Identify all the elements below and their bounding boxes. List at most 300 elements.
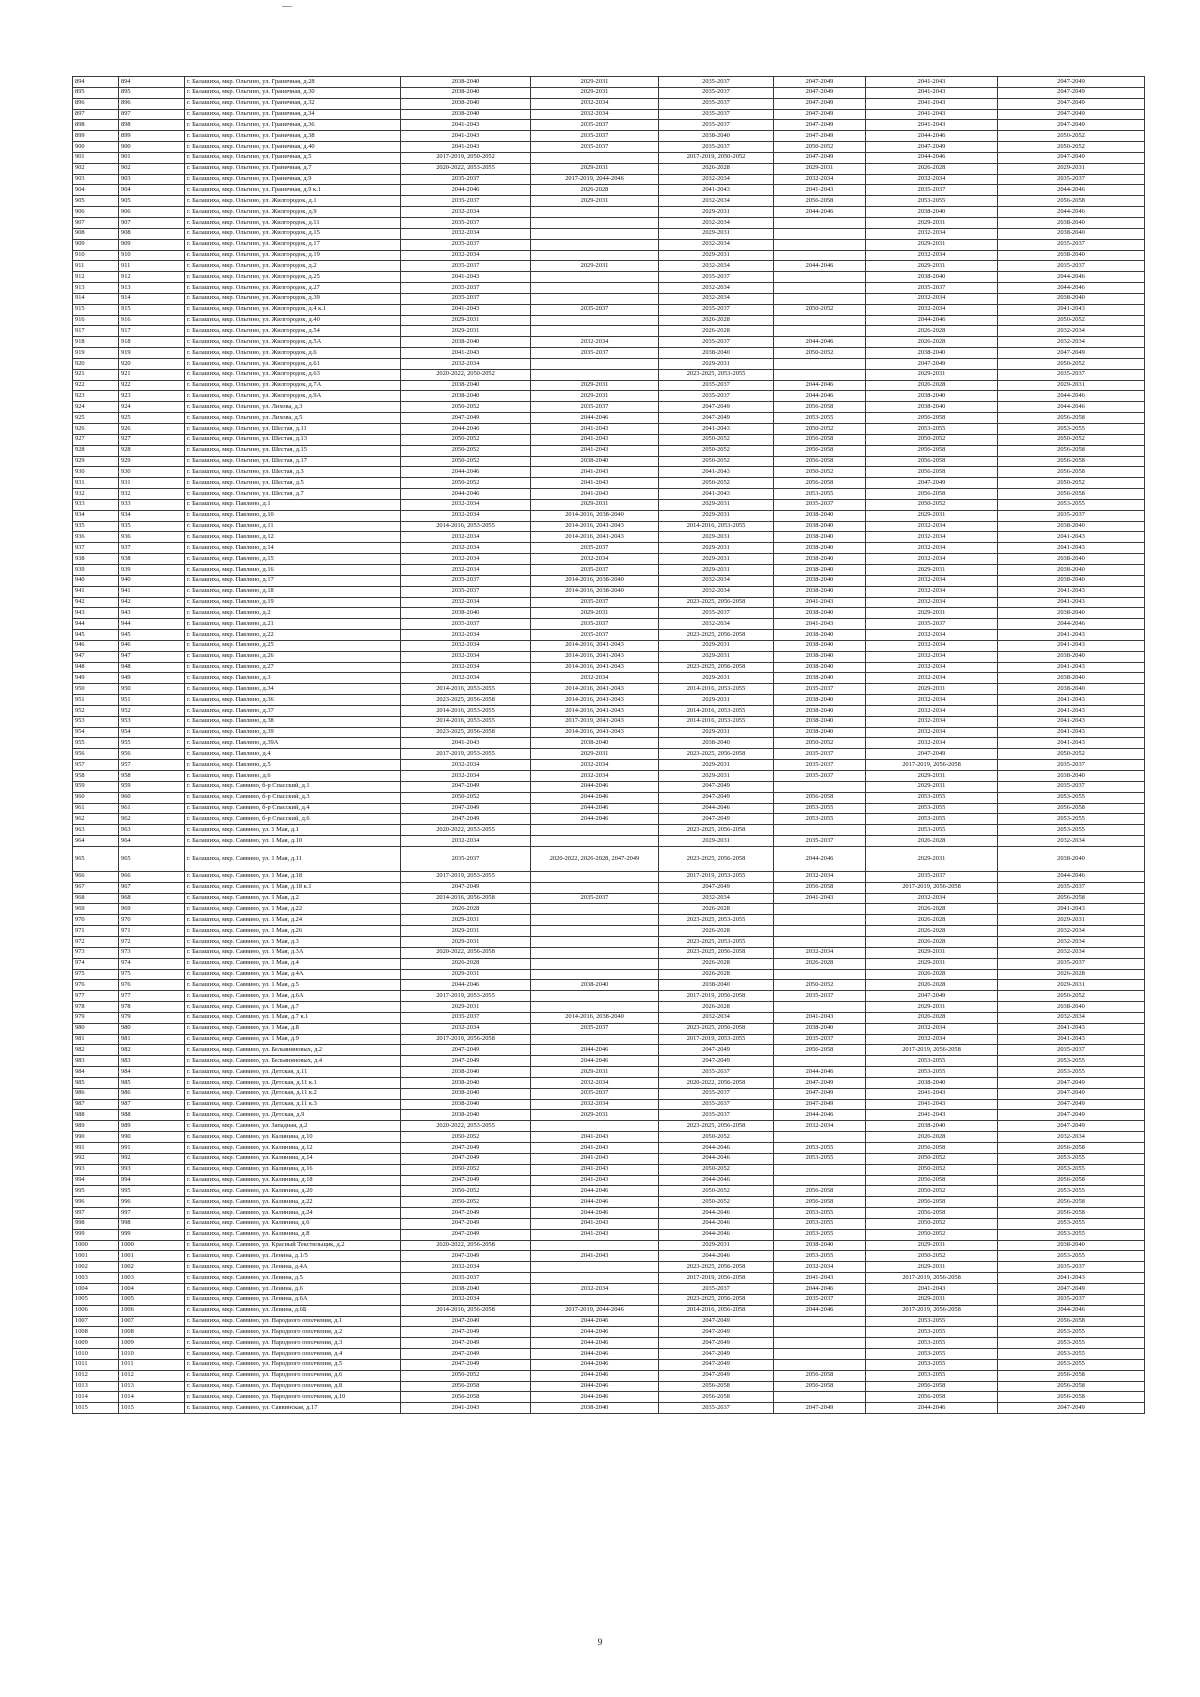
table-row xyxy=(73,980,1145,991)
row-number-cell: 1015 xyxy=(73,1403,119,1414)
period-5-cell: 2026-2028 xyxy=(866,904,998,915)
period-6-cell: 2053-2055 xyxy=(998,814,1145,825)
row-number-cell: 956 xyxy=(73,749,119,760)
address-cell: г. Балашиха, мкр. Ольгино, ул. Жилгородок, д.61 xyxy=(185,358,401,369)
period-1-cell: 2050-2052 xyxy=(401,1197,531,1208)
address-cell: г. Балашиха, мкр. Саввино, ул. 1 Мая, д.26 xyxy=(185,926,401,937)
table-row xyxy=(73,1208,1145,1219)
period-4-cell xyxy=(774,1316,866,1327)
period-4-cell: 2035-2037 xyxy=(774,1034,866,1045)
table-row xyxy=(73,185,1145,196)
address-cell: г. Балашиха, мкр. Саввино, ул. 1 Мая, д.4 xyxy=(185,958,401,969)
address-cell: г. Балашиха, мкр. Павлино, д.37 xyxy=(185,705,401,716)
period-2-cell: 2026-2028 xyxy=(531,185,659,196)
table-row xyxy=(73,1012,1145,1023)
table-row xyxy=(73,142,1145,153)
row-number-cell: 942 xyxy=(73,597,119,608)
period-5-cell: 2017-2019, 2056-2058 xyxy=(866,1305,998,1316)
period-3-cell: 2044-2046 xyxy=(659,1143,774,1154)
row-number-cell: 1005 xyxy=(73,1294,119,1305)
period-1-cell: 2035-2037 xyxy=(401,283,531,294)
row-number-cell: 967 xyxy=(73,882,119,893)
period-5-cell: 2026-2028 xyxy=(866,337,998,348)
address-cell: г. Балашиха, мкр. Ольгино, ул. Жилгородок, д.15 xyxy=(185,228,401,239)
period-2-cell: 2044-2046 xyxy=(531,1370,659,1381)
period-6-cell: 2041-2043 xyxy=(998,1034,1145,1045)
address-cell: г. Балашиха, мкр. Саввино, ул. Ленина, д.1/5 xyxy=(185,1251,401,1262)
period-1-cell: 2035-2037 xyxy=(401,261,531,272)
period-4-cell: 2053-2055 xyxy=(774,1251,866,1262)
table-row xyxy=(73,926,1145,937)
address-cell: г. Балашиха, мкр. Саввино, ул. 1 Мая, д.8 xyxy=(185,1023,401,1034)
table-row xyxy=(73,760,1145,771)
period-6-cell: 2032-2034 xyxy=(998,326,1145,337)
period-4-cell: 2053-2055 xyxy=(774,1143,866,1154)
period-4-cell: 2044-2046 xyxy=(774,337,866,348)
period-3-cell: 2029-2031 xyxy=(659,250,774,261)
period-4-cell: 2053-2055 xyxy=(774,814,866,825)
period-5-cell: 2038-2040 xyxy=(866,402,998,413)
period-5-cell: 2053-2055 xyxy=(866,1359,998,1370)
period-4-cell xyxy=(774,915,866,926)
period-2-cell: 2029-2031 xyxy=(531,391,659,402)
period-3-cell: 2044-2046 xyxy=(659,1218,774,1229)
address-cell: г. Балашиха, мкр. Саввино, ул. Калинина, д.16 xyxy=(185,1164,401,1175)
object-id-cell: 908 xyxy=(119,228,185,239)
period-3-cell: 2032-2034 xyxy=(659,1012,774,1023)
table-row xyxy=(73,1143,1145,1154)
period-1-cell: 2047-2049 xyxy=(401,1143,531,1154)
period-2-cell: 2035-2037 xyxy=(531,630,659,641)
period-3-cell: 2035-2037 xyxy=(659,272,774,283)
period-2-cell xyxy=(531,871,659,882)
object-id-cell: 919 xyxy=(119,348,185,359)
object-id-cell: 1014 xyxy=(119,1392,185,1403)
table-row xyxy=(73,326,1145,337)
period-4-cell: 2041-2043 xyxy=(774,185,866,196)
period-4-cell: 2056-2058 xyxy=(774,445,866,456)
row-number-cell: 897 xyxy=(73,109,119,120)
address-cell: г. Балашиха, мкр. Павлино, д.21 xyxy=(185,619,401,630)
period-2-cell: 2044-2046 xyxy=(531,1056,659,1067)
period-6-cell: 2044-2046 xyxy=(998,1305,1145,1316)
object-id-cell: 971 xyxy=(119,926,185,937)
period-5-cell: 2053-2055 xyxy=(866,1327,998,1338)
row-number-cell: 902 xyxy=(73,163,119,174)
period-6-cell: 2032-2034 xyxy=(998,337,1145,348)
object-id-cell: 966 xyxy=(119,871,185,882)
period-3-cell: 2038-2040 xyxy=(659,348,774,359)
period-2-cell: 2029-2031 xyxy=(531,499,659,510)
period-6-cell: 2032-2034 xyxy=(998,1132,1145,1143)
object-id-cell: 1008 xyxy=(119,1327,185,1338)
period-2-cell: 2032-2034 xyxy=(531,1099,659,1110)
period-2-cell xyxy=(531,882,659,893)
period-3-cell: 2032-2034 xyxy=(659,174,774,185)
period-5-cell: 2032-2034 xyxy=(866,695,998,706)
period-5-cell: 2029-2031 xyxy=(866,947,998,958)
period-1-cell: 2035-2037 xyxy=(401,217,531,228)
period-2-cell: 2035-2037 xyxy=(531,893,659,904)
address-cell: г. Балашиха, мкр. Саввино, ул. Детская, д.11 к.3 xyxy=(185,1099,401,1110)
object-id-cell: 963 xyxy=(119,825,185,836)
table-row xyxy=(73,510,1145,521)
period-2-cell: 2035-2037 xyxy=(531,1088,659,1099)
object-id-cell: 901 xyxy=(119,152,185,163)
object-id-cell: 937 xyxy=(119,543,185,554)
period-3-cell: 2038-2040 xyxy=(659,131,774,142)
table-row xyxy=(73,1132,1145,1143)
period-2-cell: 2044-2046 xyxy=(531,1316,659,1327)
period-3-cell: 2029-2031 xyxy=(659,836,774,847)
period-3-cell: 2044-2046 xyxy=(659,1251,774,1262)
period-6-cell: 2050-2052 xyxy=(998,131,1145,142)
address-cell: г. Балашиха, мкр. Павлино, д.27 xyxy=(185,662,401,673)
period-5-cell: 2032-2034 xyxy=(866,1023,998,1034)
row-number-cell: 918 xyxy=(73,337,119,348)
period-5-cell: 2032-2034 xyxy=(866,521,998,532)
address-cell: г. Балашиха, мкр. Саввино, ул. Калинина, д.24 xyxy=(185,1208,401,1219)
period-5-cell: 2053-2055 xyxy=(866,1349,998,1360)
period-5-cell: 2032-2034 xyxy=(866,1034,998,1045)
period-1-cell: 2044-2046 xyxy=(401,489,531,500)
object-id-cell: 952 xyxy=(119,705,185,716)
period-5-cell: 2026-2028 xyxy=(866,326,998,337)
row-number-cell: 938 xyxy=(73,554,119,565)
period-2-cell: 2038-2040 xyxy=(531,1403,659,1414)
period-2-cell: 2041-2043 xyxy=(531,1251,659,1262)
row-number-cell: 997 xyxy=(73,1208,119,1219)
period-2-cell: 2032-2034 xyxy=(531,771,659,782)
period-1-cell: 2056-2058 xyxy=(401,1381,531,1392)
period-6-cell: 2053-2055 xyxy=(998,1153,1145,1164)
period-4-cell: 2038-2040 xyxy=(774,608,866,619)
period-3-cell: 2050-2052 xyxy=(659,456,774,467)
address-cell: г. Балашиха, мкр. Саввино, ул. 1 Мая, д.7 к.1 xyxy=(185,1012,401,1023)
period-5-cell: 2032-2034 xyxy=(866,727,998,738)
row-number-cell: 909 xyxy=(73,239,119,250)
address-cell: г. Балашиха, мкр. Саввино, ул. 1 Мая, д.24 xyxy=(185,915,401,926)
row-number-cell: 907 xyxy=(73,217,119,228)
period-2-cell: 2032-2034 xyxy=(531,1077,659,1088)
period-4-cell xyxy=(774,239,866,250)
table-row xyxy=(73,1403,1145,1414)
row-number-cell: 926 xyxy=(73,424,119,435)
row-number-cell: 990 xyxy=(73,1132,119,1143)
schedule-sheet xyxy=(72,76,1144,1414)
row-number-cell: 936 xyxy=(73,532,119,543)
period-5-cell: 2029-2031 xyxy=(866,958,998,969)
period-4-cell: 2056-2058 xyxy=(774,402,866,413)
address-cell: г. Балашиха, мкр. Саввино, ул. 1 Мая, д.18 xyxy=(185,871,401,882)
row-number-cell: 899 xyxy=(73,131,119,142)
period-1-cell: 2038-2040 xyxy=(401,380,531,391)
period-6-cell: 2041-2043 xyxy=(998,640,1145,651)
row-number-cell: 939 xyxy=(73,564,119,575)
row-number-cell: 981 xyxy=(73,1034,119,1045)
address-cell: г. Балашиха, мкр. Ольгино, ул. Жилгородок, д.7А xyxy=(185,380,401,391)
period-1-cell: 2041-2043 xyxy=(401,1403,531,1414)
period-3-cell: 2029-2031 xyxy=(659,207,774,218)
table-row xyxy=(73,1110,1145,1121)
period-1-cell: 2014-2016, 2053-2055 xyxy=(401,521,531,532)
period-2-cell xyxy=(531,326,659,337)
period-1-cell: 2047-2049 xyxy=(401,1338,531,1349)
row-number-cell: 924 xyxy=(73,402,119,413)
period-6-cell: 2032-2034 xyxy=(998,926,1145,937)
period-5-cell: 2032-2034 xyxy=(866,304,998,315)
table-row xyxy=(73,586,1145,597)
row-number-cell: 949 xyxy=(73,673,119,684)
period-4-cell: 2053-2055 xyxy=(774,1218,866,1229)
period-2-cell: 2038-2040 xyxy=(531,456,659,467)
period-1-cell: 2041-2043 xyxy=(401,131,531,142)
period-1-cell: 2038-2040 xyxy=(401,391,531,402)
row-number-cell: 895 xyxy=(73,87,119,98)
row-number-cell: 980 xyxy=(73,1023,119,1034)
address-cell: г. Балашиха, мкр. Павлино, д.3 xyxy=(185,673,401,684)
object-id-cell: 950 xyxy=(119,684,185,695)
row-number-cell: 934 xyxy=(73,510,119,521)
address-cell: г. Балашиха, мкр. Ольгино, ул. Граничная, д.7 xyxy=(185,163,401,174)
object-id-cell: 895 xyxy=(119,87,185,98)
period-1-cell: 2050-2052 xyxy=(401,445,531,456)
period-2-cell: 2032-2034 xyxy=(531,109,659,120)
period-3-cell: 2047-2049 xyxy=(659,814,774,825)
table-row xyxy=(73,434,1145,445)
period-4-cell xyxy=(774,228,866,239)
period-2-cell: 2044-2046 xyxy=(531,1197,659,1208)
table-row xyxy=(73,673,1145,684)
table-row xyxy=(73,456,1145,467)
period-1-cell: 2032-2034 xyxy=(401,510,531,521)
table-row xyxy=(73,391,1145,402)
table-row xyxy=(73,651,1145,662)
object-id-cell: 959 xyxy=(119,781,185,792)
object-id-cell: 942 xyxy=(119,597,185,608)
period-5-cell: 2029-2031 xyxy=(866,781,998,792)
period-2-cell xyxy=(531,836,659,847)
period-4-cell: 2035-2037 xyxy=(774,836,866,847)
row-number-cell: 1009 xyxy=(73,1338,119,1349)
period-3-cell: 2035-2037 xyxy=(659,1067,774,1078)
period-5-cell: 2038-2040 xyxy=(866,1077,998,1088)
address-cell: г. Балашиха, мкр. Саввино, ул. 1 Мая, д.18 к.1 xyxy=(185,882,401,893)
period-6-cell: 2035-2037 xyxy=(998,882,1145,893)
period-4-cell: 2047-2049 xyxy=(774,1077,866,1088)
row-number-cell: 901 xyxy=(73,152,119,163)
table-row xyxy=(73,1045,1145,1056)
address-cell: г. Балашиха, мкр. Саввино, ул. Калинина, д.6 xyxy=(185,1218,401,1229)
address-cell: г. Балашиха, мкр. Ольгино, ул. Шестая, д.3 xyxy=(185,467,401,478)
period-6-cell: 2038-2040 xyxy=(998,651,1145,662)
object-id-cell: 947 xyxy=(119,651,185,662)
period-1-cell: 2050-2052 xyxy=(401,1132,531,1143)
object-id-cell: 914 xyxy=(119,293,185,304)
period-2-cell: 2035-2037 xyxy=(531,348,659,359)
address-cell: г. Балашиха, мкр. Саввино, ул. 1 Мая, д.22 xyxy=(185,904,401,915)
period-3-cell: 2056-2058 xyxy=(659,1392,774,1403)
period-3-cell: 2026-2028 xyxy=(659,926,774,937)
period-5-cell: 2029-2031 xyxy=(866,608,998,619)
period-4-cell: 2044-2046 xyxy=(774,391,866,402)
period-6-cell: 2047-2049 xyxy=(998,120,1145,131)
period-6-cell: 2053-2055 xyxy=(998,1164,1145,1175)
period-1-cell: 2032-2034 xyxy=(401,640,531,651)
period-2-cell xyxy=(531,1034,659,1045)
period-2-cell: 2029-2031 xyxy=(531,77,659,88)
row-number-cell: 984 xyxy=(73,1067,119,1078)
period-6-cell: 2038-2040 xyxy=(998,684,1145,695)
row-number-cell: 960 xyxy=(73,792,119,803)
row-number-cell: 994 xyxy=(73,1175,119,1186)
table-row xyxy=(73,1186,1145,1197)
address-cell: г. Балашиха, мкр. Павлино, д.14 xyxy=(185,543,401,554)
row-number-cell: 904 xyxy=(73,185,119,196)
period-1-cell: 2014-2016, 2056-2058 xyxy=(401,893,531,904)
object-id-cell: 977 xyxy=(119,991,185,1002)
period-2-cell: 2032-2034 xyxy=(531,673,659,684)
period-5-cell: 2017-2019, 2056-2058 xyxy=(866,882,998,893)
period-5-cell: 2032-2034 xyxy=(866,250,998,261)
table-row xyxy=(73,1305,1145,1316)
period-4-cell: 2056-2058 xyxy=(774,882,866,893)
period-2-cell: 2044-2046 xyxy=(531,1045,659,1056)
period-3-cell: 2032-2034 xyxy=(659,239,774,250)
row-number-cell: 894 xyxy=(73,77,119,88)
period-5-cell: 2053-2055 xyxy=(866,1067,998,1078)
period-3-cell: 2056-2058 xyxy=(659,1381,774,1392)
address-cell: г. Балашиха, мкр. Саввино, ул. 1 Мая, д.1 xyxy=(185,825,401,836)
row-number-cell: 937 xyxy=(73,543,119,554)
period-4-cell: 2047-2049 xyxy=(774,1403,866,1414)
period-1-cell: 2047-2049 xyxy=(401,1153,531,1164)
period-5-cell: 2050-2052 xyxy=(866,499,998,510)
period-1-cell: 2047-2049 xyxy=(401,803,531,814)
table-row xyxy=(73,217,1145,228)
period-3-cell: 2026-2028 xyxy=(659,1002,774,1013)
object-id-cell: 996 xyxy=(119,1197,185,1208)
period-5-cell: 2032-2034 xyxy=(866,586,998,597)
table-row xyxy=(73,1164,1145,1175)
row-number-cell: 927 xyxy=(73,434,119,445)
period-1-cell: 2032-2034 xyxy=(401,1294,531,1305)
period-2-cell: 2044-2046 xyxy=(531,413,659,424)
address-cell: г. Балашиха, мкр. Павлино, д.17 xyxy=(185,575,401,586)
object-id-cell: 916 xyxy=(119,315,185,326)
period-6-cell: 2035-2037 xyxy=(998,1262,1145,1273)
object-id-cell: 913 xyxy=(119,283,185,294)
period-6-cell: 2056-2058 xyxy=(998,196,1145,207)
period-5-cell: 2026-2028 xyxy=(866,1012,998,1023)
period-4-cell xyxy=(774,1349,866,1360)
period-6-cell: 2044-2046 xyxy=(998,272,1145,283)
period-6-cell: 2053-2055 xyxy=(998,825,1145,836)
table-row xyxy=(73,250,1145,261)
address-cell: г. Балашиха, мкр. Ольгино, ул. Граничная, д.36 xyxy=(185,120,401,131)
table-row xyxy=(73,304,1145,315)
period-1-cell: 2047-2049 xyxy=(401,1045,531,1056)
period-4-cell: 2038-2040 xyxy=(774,695,866,706)
period-4-cell: 2056-2058 xyxy=(774,196,866,207)
period-3-cell: 2014-2016, 2053-2055 xyxy=(659,684,774,695)
period-2-cell xyxy=(531,152,659,163)
object-id-cell: 998 xyxy=(119,1218,185,1229)
period-5-cell: 2029-2031 xyxy=(866,217,998,228)
period-1-cell: 2047-2049 xyxy=(401,1316,531,1327)
table-row xyxy=(73,261,1145,272)
period-3-cell: 2014-2016, 2053-2055 xyxy=(659,521,774,532)
period-5-cell: 2026-2028 xyxy=(866,163,998,174)
period-3-cell: 2014-2016, 2053-2055 xyxy=(659,716,774,727)
address-cell: г. Балашиха, мкр. Ольгино, ул. Жилгородок, д.27 xyxy=(185,283,401,294)
period-5-cell: 2044-2046 xyxy=(866,1403,998,1414)
address-cell: г. Балашиха, мкр. Павлино, д.16 xyxy=(185,564,401,575)
period-3-cell: 2044-2046 xyxy=(659,1229,774,1240)
period-1-cell: 2032-2034 xyxy=(401,651,531,662)
table-row xyxy=(73,1153,1145,1164)
period-5-cell: 2032-2034 xyxy=(866,738,998,749)
period-5-cell: 2047-2049 xyxy=(866,749,998,760)
period-6-cell: 2038-2040 xyxy=(998,228,1145,239)
period-2-cell xyxy=(531,239,659,250)
address-cell: г. Балашиха, мкр. Саввино, ул. Саввинская, д.17 xyxy=(185,1403,401,1414)
table-row xyxy=(73,958,1145,969)
address-cell: г. Балашиха, мкр. Саввино, ул. Калинина, д.18 xyxy=(185,1175,401,1186)
object-id-cell: 985 xyxy=(119,1077,185,1088)
period-3-cell: 2029-2031 xyxy=(659,228,774,239)
period-2-cell: 2041-2043 xyxy=(531,1132,659,1143)
period-2-cell: 2017-2019, 2041-2043 xyxy=(531,716,659,727)
period-3-cell: 2023-2025, 2056-2058 xyxy=(659,1262,774,1273)
object-id-cell: 931 xyxy=(119,478,185,489)
table-row xyxy=(73,1338,1145,1349)
period-2-cell: 2032-2034 xyxy=(531,98,659,109)
period-2-cell: 2044-2046 xyxy=(531,792,659,803)
object-id-cell: 920 xyxy=(119,358,185,369)
period-2-cell: 2014-2016, 2041-2043 xyxy=(531,705,659,716)
table-row xyxy=(73,272,1145,283)
address-cell: г. Балашиха, мкр. Саввино, ул. Красный Текстильщик, д.2 xyxy=(185,1240,401,1251)
period-4-cell: 2047-2049 xyxy=(774,98,866,109)
period-1-cell: 2047-2049 xyxy=(401,1229,531,1240)
period-3-cell: 2035-2037 xyxy=(659,87,774,98)
period-6-cell: 2032-2034 xyxy=(998,947,1145,958)
address-cell: г. Балашиха, мкр. Саввино, ул. Народного ополчения, д.2 xyxy=(185,1327,401,1338)
object-id-cell: 910 xyxy=(119,250,185,261)
object-id-cell: 902 xyxy=(119,163,185,174)
table-row xyxy=(73,1262,1145,1273)
period-6-cell: 2038-2040 xyxy=(998,673,1145,684)
row-number-cell: 950 xyxy=(73,684,119,695)
period-4-cell xyxy=(774,250,866,261)
period-4-cell: 2056-2058 xyxy=(774,1381,866,1392)
period-1-cell: 2044-2046 xyxy=(401,467,531,478)
period-4-cell: 2038-2040 xyxy=(774,510,866,521)
period-3-cell: 2023-2025, 2056-2058 xyxy=(659,597,774,608)
period-6-cell: 2041-2043 xyxy=(998,904,1145,915)
table-row xyxy=(73,521,1145,532)
period-5-cell: 2032-2034 xyxy=(866,673,998,684)
period-3-cell: 2029-2031 xyxy=(659,499,774,510)
period-4-cell: 2047-2049 xyxy=(774,152,866,163)
period-4-cell xyxy=(774,1327,866,1338)
table-row xyxy=(73,716,1145,727)
object-id-cell: 1000 xyxy=(119,1240,185,1251)
period-3-cell: 2035-2037 xyxy=(659,380,774,391)
period-1-cell: 2032-2034 xyxy=(401,499,531,510)
table-row xyxy=(73,1240,1145,1251)
